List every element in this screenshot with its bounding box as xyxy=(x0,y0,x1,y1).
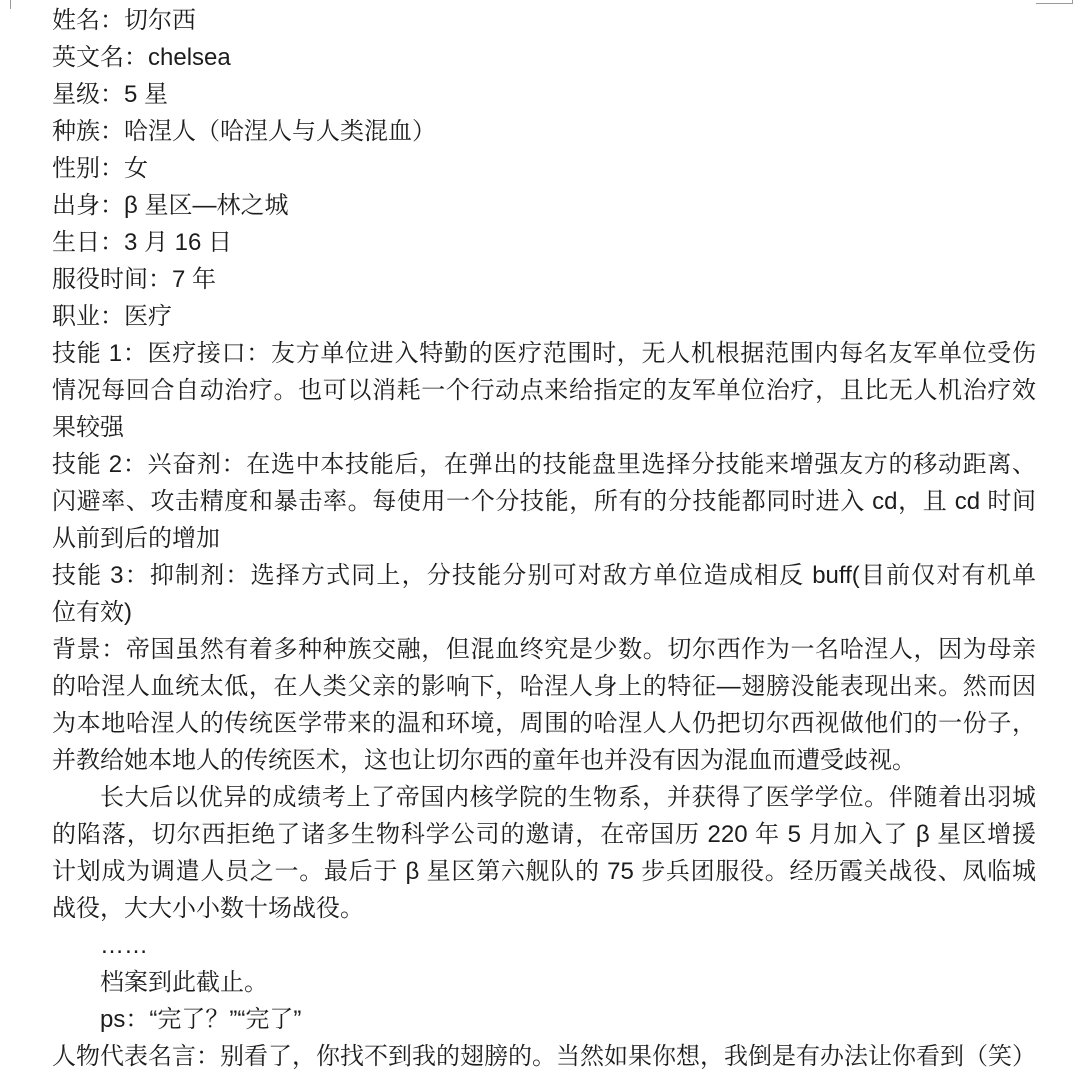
story-line: 计划成为调遣人员之一。最后于 β 星区第六舰队的 75 步兵团服役。经历霞关战役、凤临城 xyxy=(52,858,1036,885)
background-line: 的哈涅人血统太低，在人类父亲的影响下，哈涅人身上的特征—翅膀没能表现出来。然而因 xyxy=(52,673,1036,700)
skill-2-line: 从前到后的增加 xyxy=(52,525,220,552)
character-quote: 人物代表名言：别看了，你找不到我的翅膀的。当然如果你想，我倒是有办法让你看到（笑） xyxy=(52,1043,1036,1070)
field-occupation xyxy=(52,298,1036,335)
background-line: 并教给她本地人的传统医术，这也让切尔西的童年也并没有因为混血而遭受歧视。 xyxy=(52,747,916,774)
skill-1-line: 技能 1：医疗接口：友方单位进入特勤的医疗范围时，无人机根据范围内每名友军单位受伤 xyxy=(52,340,1036,367)
field-race xyxy=(52,113,1036,150)
field-label: 姓名： xyxy=(52,7,124,34)
background-line: 背景：帝国虽然有着多种种族交融，但混血终究是少数。切尔西作为一名哈涅人，因为母亲 xyxy=(52,636,1036,663)
field-birthday xyxy=(52,224,1036,261)
story-line: 长大后以优异的成绩考上了帝国内核学院的生物系，并获得了医学学位。伴随着出羽城 xyxy=(100,784,1036,811)
story-line: 的陷落，切尔西拒绝了诸多生物科学公司的邀请，在帝国历 220 年 5 月加入了 β 星区增援 xyxy=(52,821,1036,848)
skill-1-line: 情况每回合自动治疗。也可以消耗一个行动点来给指定的友军单位治疗，且比无人机治疗效 xyxy=(52,377,1036,404)
field-value: 医疗 xyxy=(124,303,172,330)
crop-mark-top-left xyxy=(10,0,11,9)
field-label: 种族： xyxy=(52,118,124,145)
skill-2-line: 技能 2：兴奋剂：在选中本技能后，在弹出的技能盘里选择分技能来增强友方的移动距离、 xyxy=(52,451,1036,478)
field-english-name xyxy=(52,39,1036,76)
field-value: chelsea xyxy=(148,44,231,71)
field-label: 生日： xyxy=(52,229,124,256)
skill-1-line: 果较强 xyxy=(52,414,124,441)
field-value: 切尔西 xyxy=(124,7,196,34)
story-line: 战役，大大小小数十场战役。 xyxy=(52,895,364,922)
crop-mark-top-right-vertical xyxy=(1072,0,1073,4)
field-gender xyxy=(52,150,1036,187)
field-value: 3 月 16 日 xyxy=(124,229,233,256)
skill-3-line: 技能 3：抑制剂：选择方式同上，分技能分别可对敌方单位造成相反 buff(目前仅对有机单 xyxy=(52,562,1036,589)
field-value: 女 xyxy=(124,155,148,182)
field-label: 性别： xyxy=(52,155,124,182)
ps-note: ps：“完了？”“完了” xyxy=(100,1006,302,1033)
field-label: 出身： xyxy=(52,192,124,219)
skill-3-line: 位有效) xyxy=(52,599,132,626)
ellipsis: …… xyxy=(100,932,148,959)
field-value: β 星区—林之城 xyxy=(124,192,289,219)
background-line: 为本地哈涅人的传统医学带来的温和环境，周围的哈涅人人仍把切尔西视做他们的一份子， xyxy=(52,710,1036,737)
document-body xyxy=(52,2,1036,1075)
field-value: 7 年 xyxy=(172,266,217,293)
field-name xyxy=(52,2,1036,39)
field-star-rank xyxy=(52,76,1036,113)
field-origin xyxy=(52,187,1036,224)
crop-mark-top-right-horizontal xyxy=(1036,3,1072,4)
field-service-time xyxy=(52,261,1036,298)
field-value: 5 星 xyxy=(124,81,169,108)
field-label: 星级： xyxy=(52,81,124,108)
field-label: 职业： xyxy=(52,303,124,330)
field-value: 哈涅人（哈涅人与人类混血） xyxy=(124,118,436,145)
archive-end-note: 档案到此截止。 xyxy=(100,969,268,996)
skill-2-line: 闪避率、攻击精度和暴击率。每使用一个分技能，所有的分技能都同时进入 cd，且 cd 时间 xyxy=(52,488,1036,515)
field-label: 英文名： xyxy=(52,44,148,71)
field-label: 服役时间： xyxy=(52,266,172,293)
